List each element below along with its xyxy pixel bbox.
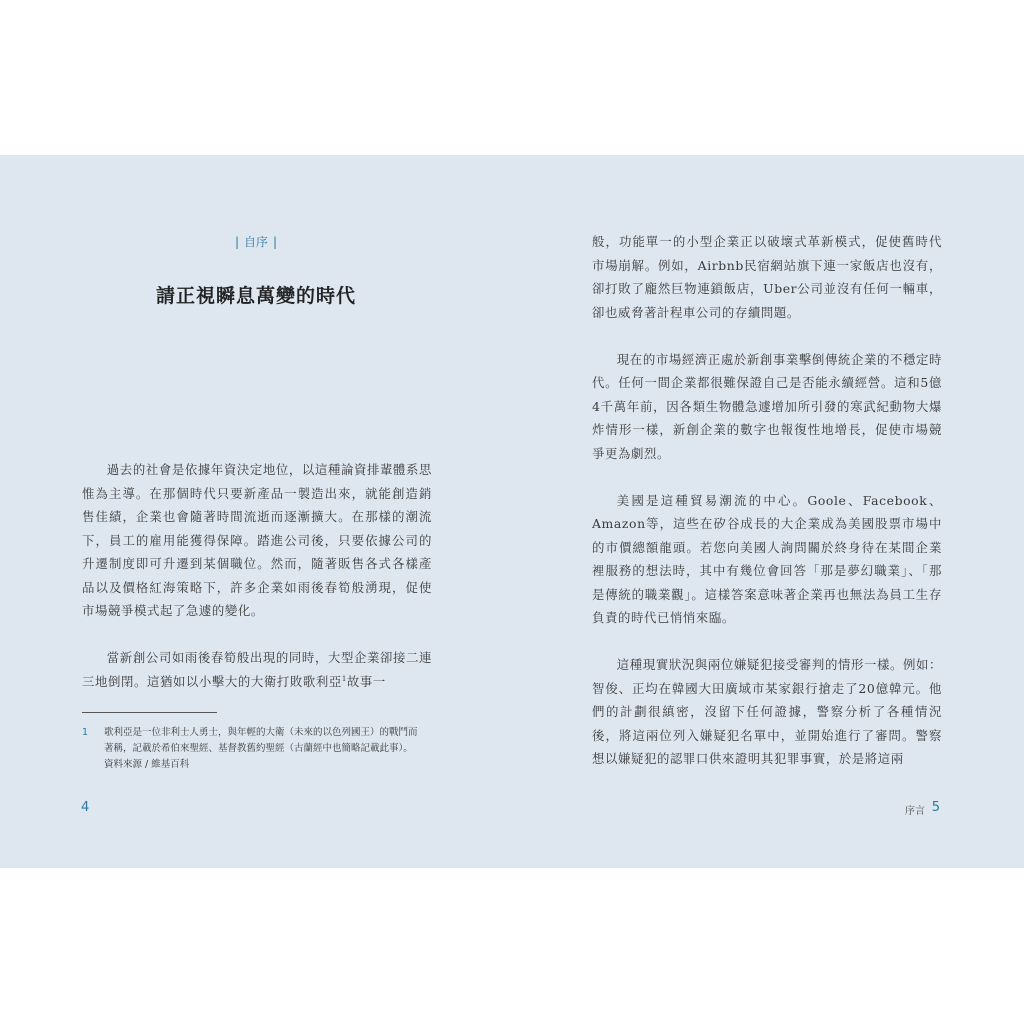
section-label	[0, 233, 512, 250]
paragraph-text: 故事一	[346, 673, 386, 689]
footnote-line: 歌利亞是一位非利士人勇士，與年輕的大衛（未來的以色列國王）的戰鬥而	[104, 727, 418, 738]
section-bar-left: |	[234, 235, 239, 249]
paragraph-continued: 般，功能單一的小型企業正以破壞式革新模式，促使舊時代市場崩解。例如，Airbnb民宿網站旗下連一家飯店也沒有，卻打敗了龐然巨物連鎖飯店，Uber公司並沒有任何一輛車，卻也威脅著計程車公司的存續問題。	[592, 234, 942, 320]
left-body-text	[82, 458, 432, 693]
paragraph-with-footnote-ref	[82, 646, 432, 693]
section-label-text: 自序	[243, 235, 268, 249]
footnote-line: 著稱，記載於希伯來聖經、基督教舊約聖經（古蘭經中也簡略記載此事）。	[104, 743, 413, 754]
book-spread	[0, 155, 1024, 868]
footnote-number: 1	[82, 727, 89, 738]
footnote-body	[104, 725, 432, 773]
left-page	[0, 155, 512, 868]
right-page	[512, 155, 1024, 868]
footnote	[82, 725, 432, 773]
paragraph-text: 當新創公司如雨後春筍般出現的同時，大型企業卻接二連三地倒閉。這猶如以小擊大的大衛打敗歌利亞	[82, 650, 432, 689]
page-number-right: 5	[931, 800, 940, 815]
footnote-reference: 1	[341, 674, 347, 683]
paragraph: 現在的市場經濟正處於新創事業擊倒傳統企業的不穩定時代。任何一間企業都很難保證自己是否能永續經營。這和5億4千萬年前，因各類生物體急遽增加所引發的寒武紀動物大爆炸情形一樣，新創企業的數字也報復性地增長，促使市場競爭更為劇烈。	[592, 351, 942, 461]
footnote-divider	[82, 712, 217, 713]
paragraph: 過去的社會是依據年資決定地位，以這種論資排輩體系思惟為主導。在那個時代只要新產品一製造出來，就能創造銷售佳績，企業也會隨著時間流逝而逐漸擴大。在那樣的潮流下，員工的雇用能獲得保障。踏進公司後，只要依據公司的升遷制度即可升遷到某個職位。然而，隨著販售各式各樣產品以及價格紅海策略下，許多企業如雨後春筍般湧現，促使市場競爭模式起了急遽的變化。	[82, 462, 432, 618]
chapter-title: 請正視瞬息萬變的時代	[155, 285, 356, 307]
running-head: 序言	[905, 806, 925, 817]
footnote-line: 資料來源 / 維基百科	[104, 759, 190, 770]
paragraph: 這種現實狀況與兩位嫌疑犯接受審判的情形一樣。例如：智俊、正均在韓國大田廣域市某家銀行搶走了20億韓元。他們的計劃很縝密，沒留下任何證據，警察分析了各種情況後，將這兩位列入嫌疑犯名單中，並開始進行了審問。警察想以嫌疑犯的認罪口供來證明其犯罪事實，於是將這兩	[592, 657, 942, 766]
paragraph: 美國是這種貿易潮流的中心。Goole、Facebook、Amazon等，這些在矽谷成長的大企業成為美國股票市場中的市價總額龍頭。若您向美國人詢問關於終身待在某間企業裡服務的想法時，其中有幾位會回答「那是夢幻職業」、「那是傳統的職業觀」。這樣答案意味著企業再也無法為員工生存負責的時代已悄悄來臨。	[592, 492, 942, 625]
page-number-left: 4	[81, 800, 90, 815]
right-body-text	[592, 230, 942, 771]
section-bar-right: |	[273, 235, 278, 249]
